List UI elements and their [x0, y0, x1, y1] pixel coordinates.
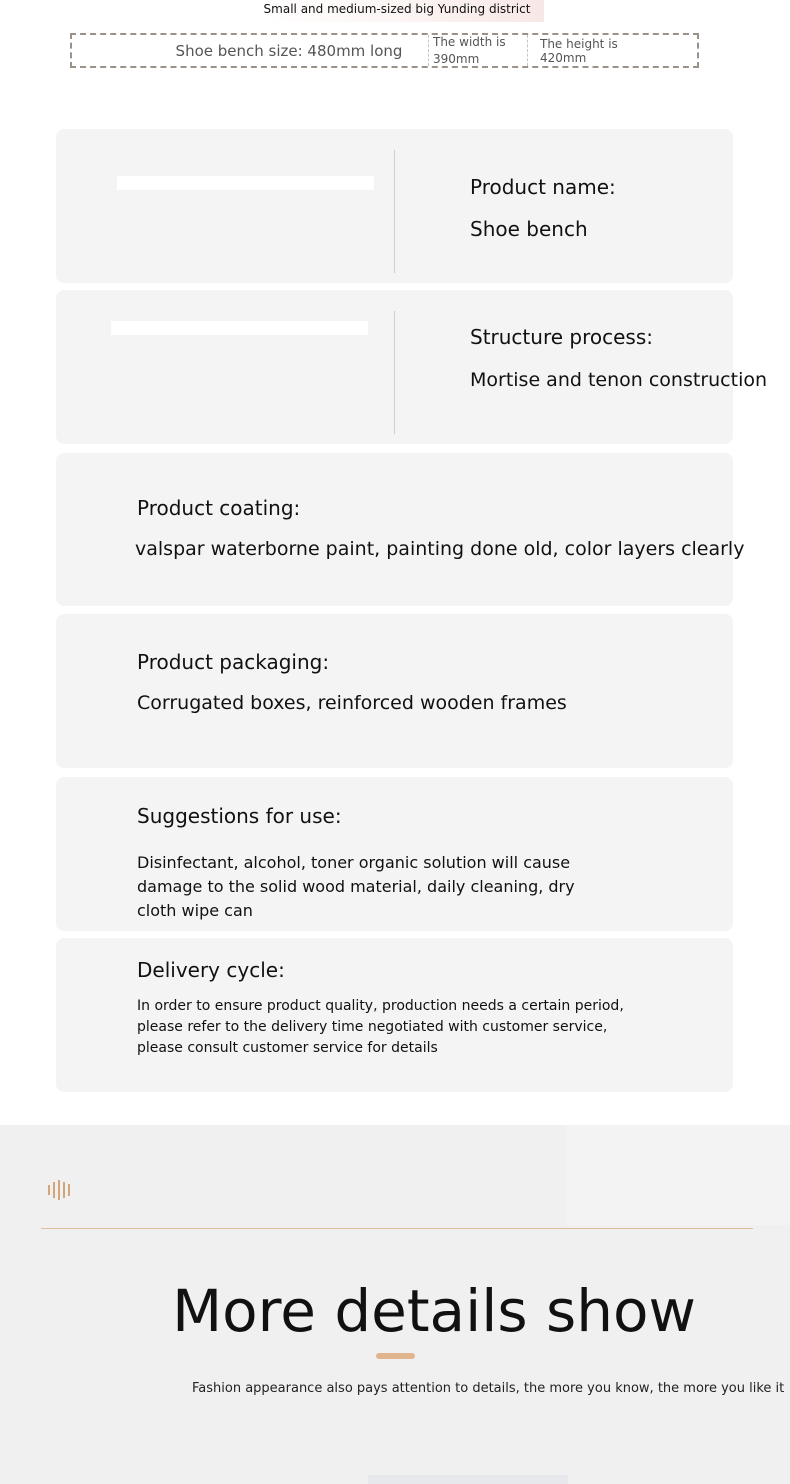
- spec-label: Delivery cycle:: [137, 958, 285, 982]
- gold-divider: [41, 1228, 753, 1229]
- section-title: More details show: [172, 1277, 696, 1345]
- dimension-length: Shoe bench size: 480mm long: [164, 35, 414, 66]
- dimension-width: The width is 390mm: [428, 35, 528, 66]
- bars-decoration-icon: [48, 1180, 72, 1200]
- section-subtitle: Fashion appearance also pays attention to details, the more you know, the more you like it: [192, 1381, 785, 1396]
- spec-card-delivery: [56, 938, 733, 1092]
- spec-label: Product packaging:: [137, 650, 330, 674]
- spec-label: Suggestions for use:: [137, 804, 342, 828]
- title-underline: [376, 1353, 415, 1359]
- dimension-bar: [70, 33, 699, 68]
- spec-value: valspar waterborne paint, painting done old, color layers clearly: [135, 538, 745, 560]
- spec-value: In order to ensure product quality, production needs a certain period, please refer to the delivery time negotiated with customer service, please consult customer service for details: [137, 998, 624, 1056]
- spec-label: Structure process:: [470, 325, 653, 349]
- spec-card-usage: [56, 777, 733, 931]
- dimension-height: The height is 420mm: [540, 36, 618, 65]
- spec-value: Shoe bench: [470, 217, 588, 241]
- details-section: [0, 1125, 790, 1484]
- spec-label: Product coating:: [137, 496, 301, 520]
- spec-card-structure: [56, 290, 768, 444]
- placeholder-bar: [117, 176, 374, 190]
- spec-label: Product name:: [470, 175, 616, 199]
- spec-card-coating: [56, 453, 745, 606]
- divider: [394, 150, 395, 273]
- spec-card-product-name: [56, 129, 733, 283]
- spec-card-packaging: [56, 614, 733, 768]
- spec-value: Corrugated boxes, reinforced wooden frames: [137, 692, 567, 714]
- decorative-panel: [566, 1125, 790, 1225]
- district-label: Small and medium-sized big Yunding district: [263, 2, 531, 16]
- spec-value: Mortise and tenon construction: [470, 369, 768, 391]
- spec-value: Disinfectant, alcohol, toner organic solution will cause damage to the solid wood material, daily cleaning, dry cloth wipe can: [137, 853, 575, 920]
- divider: [394, 311, 395, 434]
- placeholder-bar: [111, 321, 368, 335]
- image-edge: [368, 1475, 568, 1484]
